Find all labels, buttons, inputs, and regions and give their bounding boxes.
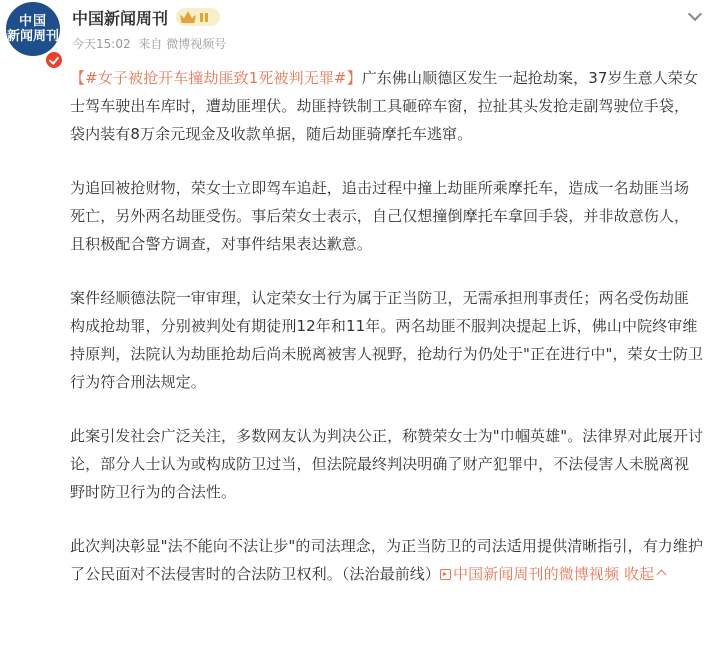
topic-link[interactable]: 【#女子被抢开车撞劫匪致1死被判无罪#】 [70, 69, 362, 87]
avatar-text-bottom: 新闻周刊 [6, 29, 59, 44]
avatar-text-top: 中国 [18, 14, 47, 29]
post-header [0, 0, 720, 68]
post-source: 来自 微博视频号 [138, 37, 227, 51]
paragraph-2: 为追回被抢财物，荣女士立即驾车追赶，追击过程中撞上劫匪所乘摩托车，造成一名劫匪当场死亡，另外两名劫匪受伤。事后荣女士表示，自己仅想撞倒摩托车拿回手袋，并非故意伤人，且积极配合警方调查，对事件结果表达歉意。 [70, 179, 690, 253]
paragraph-1-text: 广东佛山顺德区发生一起抢劫案，37岁生意人荣女士驾车驶出车库时，遭劫匪埋伏。劫匪持铁制工具砸碎车窗，拉扯其头发抢走副驾驶位手袋，袋内装有8万余元现金及收款单据，随后劫匪骑摩托车逃窜。 [70, 69, 699, 143]
collapse-label: 收起 [624, 565, 655, 583]
chevron-down-icon[interactable] [688, 10, 702, 24]
post-time[interactable]: 今天15:02 [72, 37, 131, 51]
paragraph-4: 此案引发社会广泛关注，多数网友认为判决公正，称赞荣女士为"巾帼英雄"。法律界对此展开讨论，部分人士认为或构成防卫过当，但法院最终判决明确了财产犯罪中，不法侵害人未脱离视野时防卫行为的合法性。 [70, 427, 704, 501]
collapse-button[interactable] [624, 565, 665, 583]
paragraph-5-text: 此次判决彰显"法不能向不法让步"的司法理念，为正当防卫的司法适用提供清晰指引，有力维护了公民面对不法侵害时的合法防卫权利。（法治最前线） [70, 537, 704, 583]
video-link-label: 中国新闻周刊的微博视频 [453, 565, 620, 583]
verified-badge-icon [44, 50, 64, 70]
post-content [70, 64, 704, 614]
level-bars-icon [200, 13, 208, 22]
paragraph-5 [70, 532, 704, 588]
video-link-icon [440, 569, 451, 580]
video-link[interactable] [440, 565, 619, 583]
avatar[interactable] [6, 2, 60, 56]
paragraph-3: 案件经顺德法院一审审理，认定荣女士行为属于正当防卫，无需承担刑事责任；两名受伤劫匪构成抢劫罪，分别被判处有期徒刑12年和11年。两名劫匪不服判决提起上诉，佛山中院终审维持原判，法院认为劫匪抢劫后尚未脱离被害人视野，抢劫行为仍处于"正在进行中"，荣女士防卫行为符合刑法规定。 [70, 289, 704, 391]
crown-icon [180, 11, 196, 23]
post-meta [72, 35, 230, 52]
member-badge[interactable] [176, 8, 220, 26]
chevron-up-icon [657, 570, 667, 580]
paragraph-1 [70, 64, 704, 148]
author-name[interactable]: 中国新闻周刊 [72, 9, 169, 28]
